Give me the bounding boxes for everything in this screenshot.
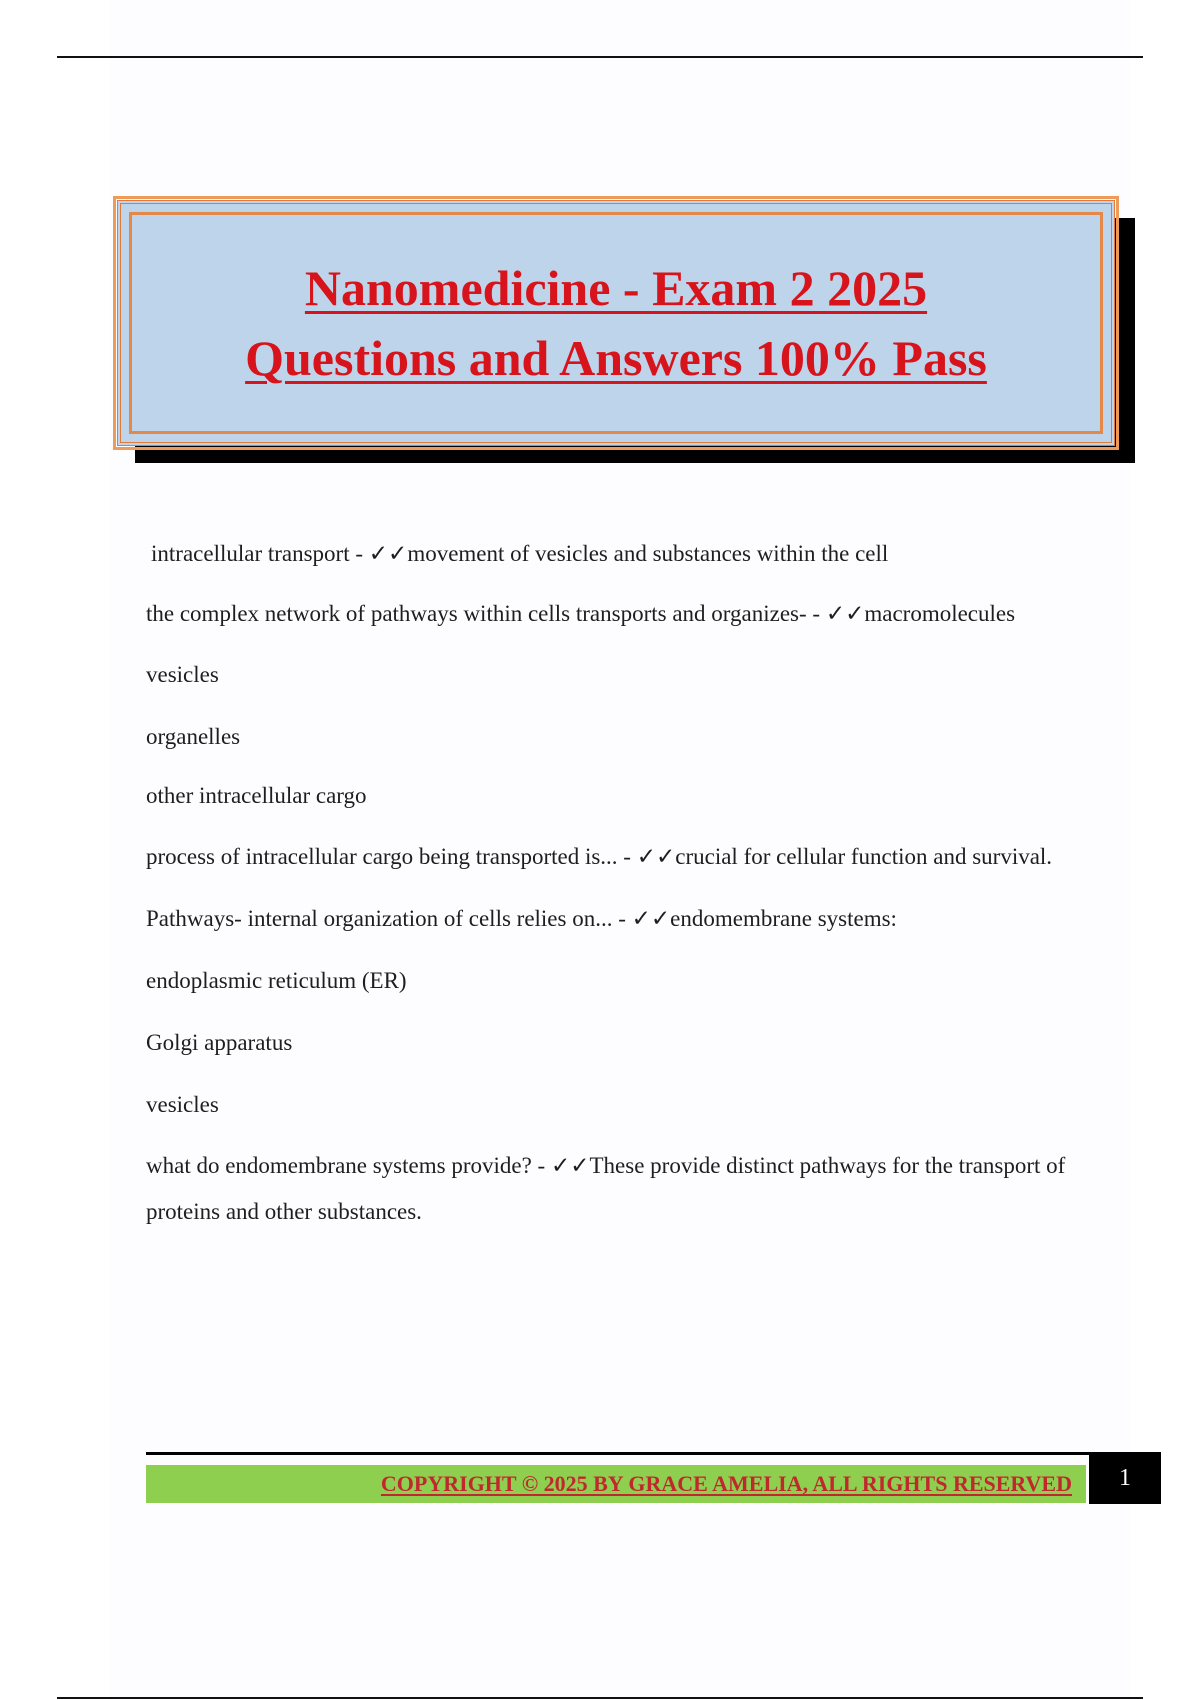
document-title-line-1: Nanomedicine - Exam 2 2025 <box>304 259 928 316</box>
answer-list-item: organelles <box>146 724 241 749</box>
answer-list-item: vesicles <box>146 1092 219 1117</box>
footer-rule <box>146 1452 1089 1455</box>
page-number: 1 <box>1119 1464 1131 1491</box>
qa-paragraph: process of intracellular cargo being transported is... - ✓✓crucial for cellular function and survival. <box>146 844 1053 869</box>
answer-list-item: endoplasmic reticulum (ER) <box>146 968 407 993</box>
qa-paragraph: intracellular transport - ✓✓movement of vesicles and substances within the cell <box>151 541 889 566</box>
bottom-rule <box>57 1697 1143 1699</box>
top-rule <box>57 56 1143 58</box>
page-number-box <box>1089 1452 1161 1504</box>
qa-paragraph: Pathways- internal organization of cells relies on... - ✓✓endomembrane systems: <box>146 906 897 931</box>
document-title-line-2: Questions and Answers 100% Pass <box>245 330 987 386</box>
copyright-notice: COPYRIGHT © 2025 BY GRACE AMELIA, ALL RIGHTS RESERVED <box>380 1471 1072 1496</box>
document-body <box>146 530 1096 1250</box>
answer-list-item: other intracellular cargo <box>146 783 367 808</box>
title-box <box>117 200 1115 446</box>
title-box-inner <box>129 212 1103 434</box>
qa-paragraph: what do endomembrane systems provide? - ✓✓These provide distinct pathways for the transport of proteins and other substances. <box>146 1153 1066 1224</box>
answer-list-item: vesicles <box>146 662 219 687</box>
answer-list-item: Golgi apparatus <box>146 1030 293 1055</box>
footer-bar <box>146 1465 1086 1503</box>
qa-paragraph: the complex network of pathways within cells transports and organizes- - ✓✓macromolecules <box>146 601 1016 626</box>
